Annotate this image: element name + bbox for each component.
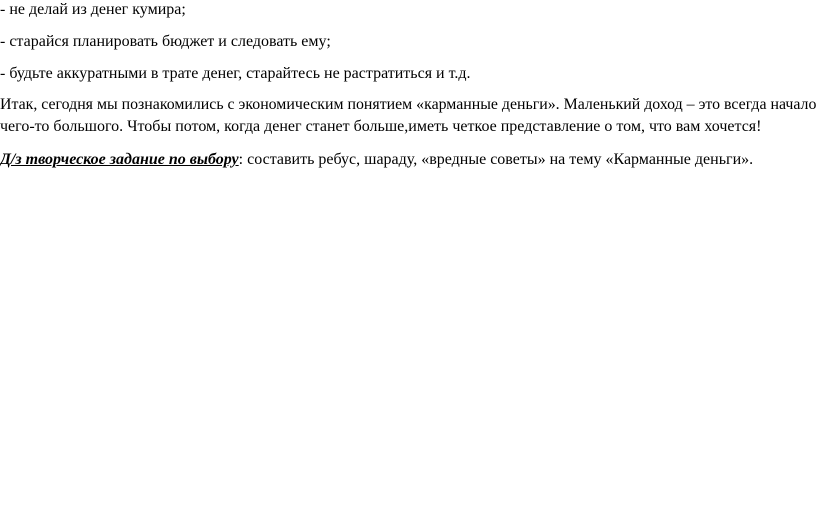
bullet-line: - не делай из денег кумира; <box>0 1 186 18</box>
summary-line: Итак, сегодня мы познакомились с экономическим понятием «карманные деньги». Маленький доход – это всегда начало <box>0 96 816 113</box>
summary-line: чего-то большого. Чтобы потом, когда денег станет больше,иметь четкое представление о том, что вам хочется! <box>0 118 762 135</box>
bullet-line: - старайся планировать бюджет и следовать ему; <box>0 33 331 50</box>
homework-label: Д/з творческое задание по выбору <box>0 151 239 168</box>
homework-line <box>0 150 753 170</box>
homework-text: : составить ребус, шараду, «вредные советы» на тему «Карманные деньги». <box>238 151 754 168</box>
bullet-line: - будьте аккуратными в трате денег, старайтесь не растратиться и т.д. <box>0 65 471 82</box>
